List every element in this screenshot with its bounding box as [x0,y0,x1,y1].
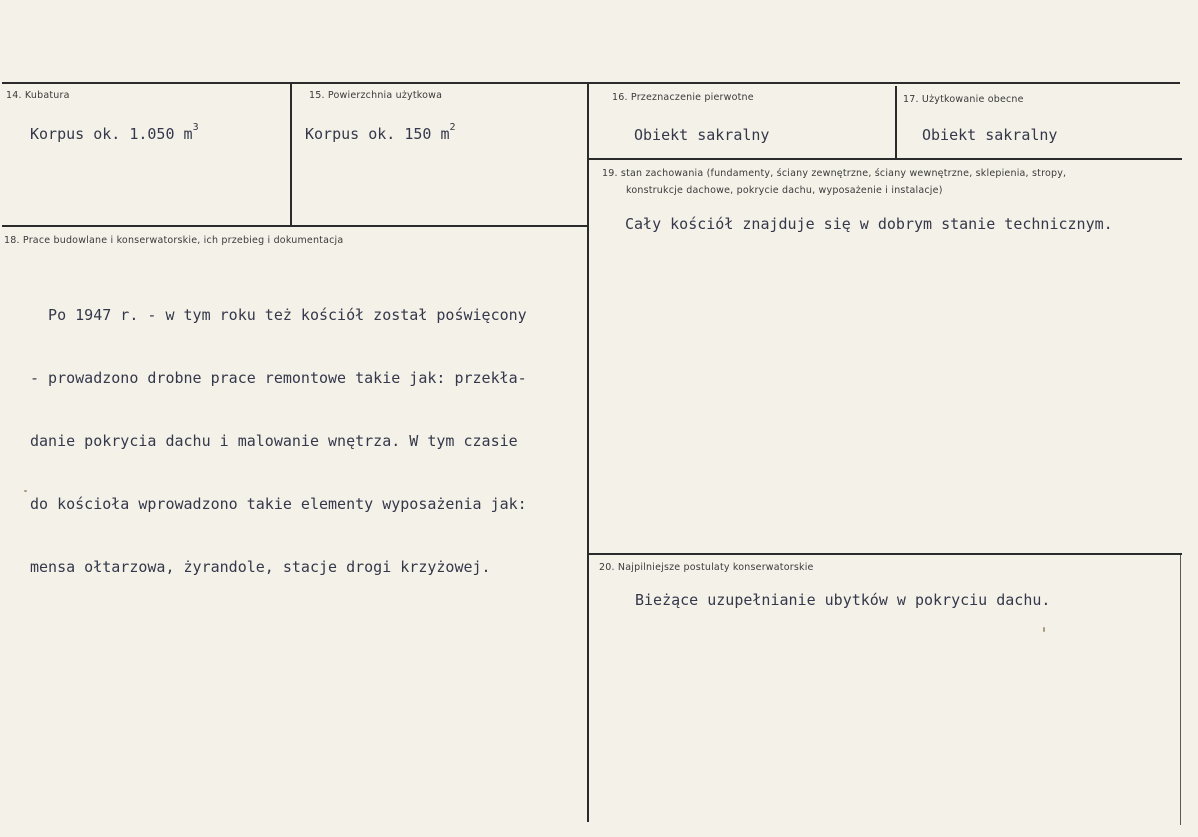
label-stan-zachowania [602,165,1066,199]
divider-16-17 [895,86,897,158]
top-rule [2,82,1180,84]
label-postulaty: 20. Najpilniejsze postulaty konserwatorskie [599,562,814,573]
value-kubatura-text: Korpus ok. 1.050 m [30,125,193,143]
rule-under-14-15 [2,225,589,227]
main-vertical-divider [587,84,589,822]
label-kubatura: 14. Kubatura [6,90,70,101]
prace-line-5: mensa ołtarzowa, żyrandole, stacje drogi krzyżowej. [30,558,491,576]
prace-line-2: - prowadzono drobne prace remontowe takie jak: przekła- [30,369,527,387]
label-przeznaczenie: 16. Przeznaczenie pierwotne [612,92,754,103]
divider-14-15 [290,84,292,226]
value-powierzchnia-text: Korpus ok. 150 m [305,125,450,143]
label-powierzchnia: 15. Powierzchnia użytkowa [309,90,443,101]
value-kubatura-exp: 3 [192,122,199,133]
label-stan-line-1: 19. stan zachowania (fundamenty, ściany zewnętrzne, ściany wewnętrzne, sklepienia, stropy, [602,168,1067,179]
value-przeznaczenie: Obiekt sakralny [634,126,770,144]
value-kubatura [30,122,199,143]
label-prace: 18. Prace budowlane i konserwatorskie, ich przebieg i dokumentacja [4,235,344,246]
label-uzytkowanie: 17. Użytkowanie obecne [903,94,1024,105]
prace-line-1: Po 1947 r. - w tym roku też kościół został poświęcony [30,306,527,324]
value-uzytkowanie: Obiekt sakralny [922,126,1058,144]
right-edge-20 [1180,555,1181,825]
prace-line-3: danie pokrycia dachu i malowanie wnętrza. W tym czasie [30,432,518,450]
paper-speck [1043,627,1045,632]
paper-speck [24,490,27,492]
prace-line-4: do kościoła wprowadzono takie elementy wyposażenia jak: [30,495,527,513]
rule-under-16-17 [589,158,1182,160]
label-stan-line-2: konstrukcje dachowe, pokrycie dachu, wyposażenie i instalacje) [626,185,943,196]
value-stan-zachowania: Cały kościół znajduje się w dobrym stanie technicznym. [625,215,1113,233]
value-postulaty: Bieżące uzupełnianie ubytków w pokryciu dachu. [635,591,1051,609]
value-powierzchnia-exp: 2 [449,122,456,133]
value-powierzchnia [305,122,456,143]
rule-under-19 [589,553,1182,555]
value-prace [30,263,527,620]
